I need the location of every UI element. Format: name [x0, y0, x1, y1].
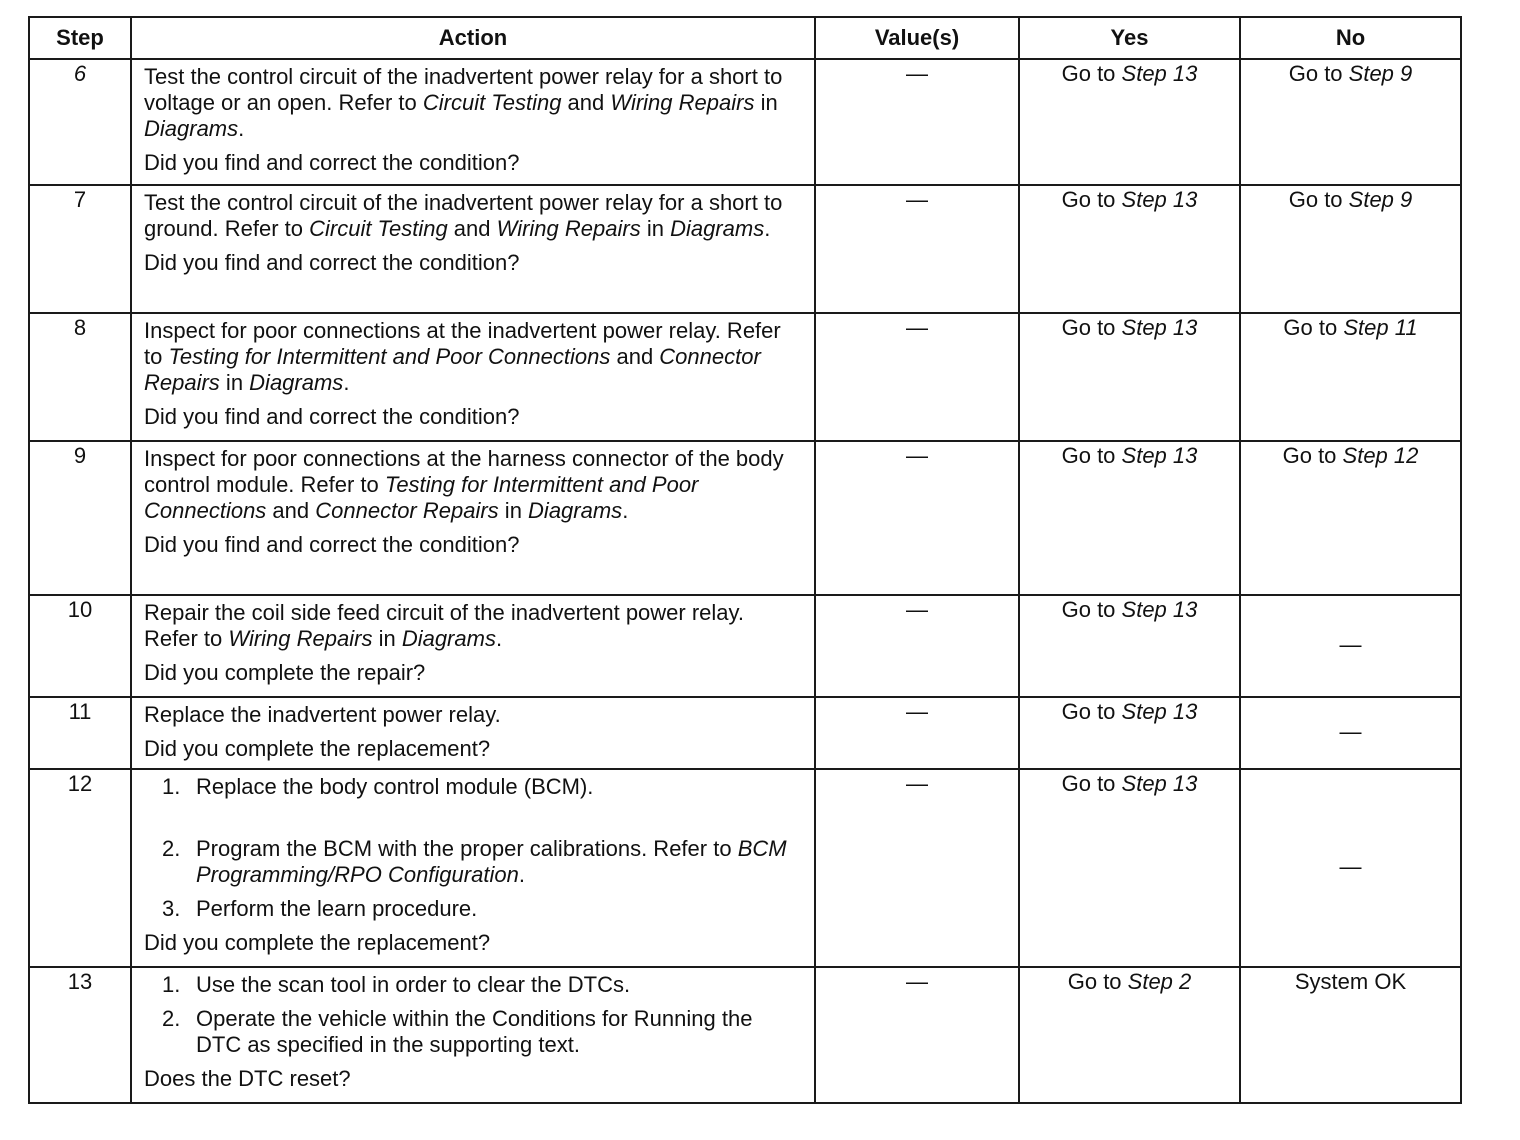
- no-goto-step: Step 11: [1343, 315, 1418, 340]
- yes-goto-prefix: Go to: [1061, 699, 1122, 724]
- header-action: Action: [131, 17, 815, 59]
- reference-text: Testing for Intermittent and Poor Connections: [144, 472, 699, 523]
- action-text: .: [495, 626, 503, 651]
- action-text: Operate the vehicle within the Conditions for Running the DTC as specified in the supporting text.: [196, 1006, 753, 1057]
- action-step-number: 1.: [162, 972, 181, 997]
- action-step-item: [162, 1006, 800, 1058]
- action-instruction: [144, 318, 800, 396]
- no-cell: [1240, 595, 1461, 697]
- action-cell: [131, 313, 815, 441]
- action-step-text: [196, 896, 477, 922]
- reference-text: Wiring Repairs: [228, 626, 373, 651]
- action-question: Did you find and correct the condition?: [144, 150, 520, 175]
- action-cell: [131, 769, 815, 967]
- reference-text: Wiring Repairs: [610, 90, 755, 115]
- yes-cell: [1019, 967, 1240, 1103]
- no-cell: [1240, 441, 1461, 595]
- no-cell: [1240, 185, 1461, 313]
- value-cell: —: [815, 59, 1019, 185]
- action-text: and: [610, 344, 660, 369]
- header-yes: Yes: [1019, 17, 1240, 59]
- yes-goto-prefix: Go to: [1061, 187, 1122, 212]
- action-question: Did you complete the repair?: [144, 660, 426, 685]
- table-row: [29, 595, 1461, 697]
- action-step-item: [162, 774, 800, 800]
- value-cell: —: [815, 697, 1019, 769]
- action-text: Inspect for poor connections at the harness connector of the body control module. Refer to: [144, 446, 784, 497]
- yes-goto-prefix: Go to: [1061, 315, 1122, 340]
- yes-cell: [1019, 697, 1240, 769]
- reference-text: Circuit Testing: [422, 90, 562, 115]
- action-text: .: [238, 116, 245, 141]
- no-goto-step: Step 9: [1348, 61, 1413, 86]
- table-body: [29, 59, 1461, 1103]
- action-instruction: [144, 600, 800, 652]
- no-dash: —: [1339, 853, 1362, 879]
- action-text: .: [343, 370, 350, 395]
- table-row: [29, 185, 1461, 313]
- yes-goto-step: Step 2: [1127, 969, 1192, 994]
- step-number: 8: [29, 313, 131, 441]
- yes-goto-prefix: Go to: [1061, 443, 1122, 468]
- action-text: in: [498, 498, 529, 523]
- reference-text: Testing for Intermittent and Poor Connections: [168, 344, 611, 369]
- action-cell: [131, 441, 815, 595]
- no-dash: —: [1339, 631, 1362, 657]
- value-cell: —: [815, 967, 1019, 1103]
- value-cell: —: [815, 313, 1019, 441]
- action-cell: [131, 967, 815, 1103]
- action-step-number: 2.: [162, 836, 181, 861]
- reference-text: Diagrams: [670, 216, 765, 241]
- action-step-item: [162, 972, 800, 998]
- reference-text: Diagrams: [401, 626, 496, 651]
- header-step: Step: [29, 17, 131, 59]
- no-result-text: System OK: [1294, 969, 1407, 994]
- table-row: [29, 441, 1461, 595]
- no-cell: [1240, 769, 1461, 967]
- yes-cell: [1019, 185, 1240, 313]
- action-text: Use the scan tool in order to clear the DTCs.: [196, 972, 631, 997]
- action-question: Does the DTC reset?: [144, 1066, 351, 1091]
- table-row: [29, 769, 1461, 967]
- action-step-item: [162, 836, 800, 888]
- action-step-number: 2.: [162, 1006, 181, 1031]
- step-number: 12: [29, 769, 131, 967]
- action-text: and: [266, 498, 316, 523]
- action-cell: [131, 59, 815, 185]
- header-row: [29, 17, 1461, 59]
- reference-text: Connector Repairs: [144, 344, 761, 395]
- action-question: Did you find and correct the condition?: [144, 532, 520, 557]
- no-cell: [1240, 313, 1461, 441]
- action-step-text: [196, 836, 800, 888]
- action-text: Repair the coil side feed circuit of the inadvertent power relay. Refer to: [144, 600, 745, 651]
- action-text: in: [219, 370, 250, 395]
- step-number: 13: [29, 967, 131, 1103]
- action-text: and: [447, 216, 497, 241]
- yes-goto-step: Step 13: [1121, 771, 1198, 796]
- action-text: Test the control circuit of the inadvertent power relay for a short to ground. Refer to: [144, 190, 783, 241]
- reference-text: Circuit Testing: [309, 216, 448, 241]
- yes-goto-prefix: Go to: [1061, 771, 1122, 796]
- action-text: Replace the body control module (BCM).: [196, 774, 594, 799]
- no-goto-prefix: Go to: [1288, 187, 1349, 212]
- header-no: No: [1240, 17, 1461, 59]
- yes-cell: [1019, 59, 1240, 185]
- action-step-item: [162, 896, 800, 922]
- diagnostic-table: [28, 16, 1462, 1104]
- table-row: [29, 967, 1461, 1103]
- yes-goto-prefix: Go to: [1067, 969, 1128, 994]
- yes-goto-prefix: Go to: [1061, 61, 1122, 86]
- table-row: [29, 59, 1461, 185]
- table-row: [29, 313, 1461, 441]
- action-text: Program the BCM with the proper calibrations. Refer to: [196, 836, 738, 861]
- no-goto-step: Step 12: [1342, 443, 1419, 468]
- no-goto-prefix: Go to: [1282, 443, 1343, 468]
- yes-goto-step: Step 13: [1121, 187, 1198, 212]
- action-step-number: 1.: [162, 774, 181, 799]
- action-text: Test the control circuit of the inadvertent power relay for a short to voltage or an open. Refer to: [144, 64, 783, 115]
- value-cell: —: [815, 595, 1019, 697]
- yes-goto-step: Step 13: [1121, 443, 1198, 468]
- step-number: 11: [29, 697, 131, 769]
- yes-goto-prefix: Go to: [1061, 597, 1122, 622]
- action-question: Did you complete the replacement?: [144, 930, 491, 955]
- action-text: and: [561, 90, 611, 115]
- action-instruction: [144, 64, 800, 142]
- reference-text: Diagrams: [528, 498, 623, 523]
- action-step-text: [196, 1006, 800, 1058]
- action-question: Did you find and correct the condition?: [144, 404, 520, 429]
- table-row: [29, 697, 1461, 769]
- no-goto-prefix: Go to: [1288, 61, 1349, 86]
- action-text: .: [622, 498, 629, 523]
- yes-goto-step: Step 13: [1121, 699, 1198, 724]
- action-text: .: [764, 216, 771, 241]
- action-instruction: [144, 190, 800, 242]
- step-number: 10: [29, 595, 131, 697]
- value-cell: —: [815, 185, 1019, 313]
- action-text: Replace the inadvertent power relay.: [144, 702, 501, 727]
- action-text: in: [640, 216, 671, 241]
- no-dash: —: [1339, 718, 1362, 744]
- yes-cell: [1019, 313, 1240, 441]
- reference-text: Diagrams: [144, 116, 239, 141]
- yes-goto-step: Step 13: [1121, 61, 1198, 86]
- action-cell: [131, 697, 815, 769]
- action-text: Perform the learn procedure.: [196, 896, 478, 921]
- action-instruction: [144, 702, 800, 728]
- action-question: Did you find and correct the condition?: [144, 250, 520, 275]
- value-cell: —: [815, 441, 1019, 595]
- action-question: Did you complete the replacement?: [144, 736, 491, 761]
- yes-cell: [1019, 595, 1240, 697]
- no-cell: [1240, 967, 1461, 1103]
- action-text: .: [518, 862, 525, 887]
- reference-text: Connector Repairs: [315, 498, 499, 523]
- reference-text: BCM Programming/RPO Configuration: [196, 836, 787, 887]
- action-steps: [162, 972, 800, 1058]
- action-step-number: 3.: [162, 896, 181, 921]
- no-goto-step: Step 9: [1348, 187, 1413, 212]
- no-cell: [1240, 697, 1461, 769]
- step-number: 9: [29, 441, 131, 595]
- yes-goto-step: Step 13: [1121, 597, 1198, 622]
- value-cell: —: [815, 769, 1019, 967]
- action-cell: [131, 595, 815, 697]
- action-text: Inspect for poor connections at the inadvertent power relay. Refer to: [144, 318, 781, 369]
- action-step-text: [196, 774, 593, 800]
- no-goto-prefix: Go to: [1283, 315, 1344, 340]
- no-cell: [1240, 59, 1461, 185]
- reference-text: Diagrams: [249, 370, 344, 395]
- action-text: in: [372, 626, 402, 651]
- action-step-text: [196, 972, 630, 998]
- step-number: 7: [29, 185, 131, 313]
- step-number: 6: [29, 59, 131, 185]
- header-values: Value(s): [815, 17, 1019, 59]
- yes-cell: [1019, 769, 1240, 967]
- reference-text: Wiring Repairs: [496, 216, 641, 241]
- yes-cell: [1019, 441, 1240, 595]
- action-cell: [131, 185, 815, 313]
- action-text: in: [754, 90, 778, 115]
- action-steps: [162, 774, 800, 922]
- action-instruction: [144, 446, 800, 524]
- yes-goto-step: Step 13: [1121, 315, 1198, 340]
